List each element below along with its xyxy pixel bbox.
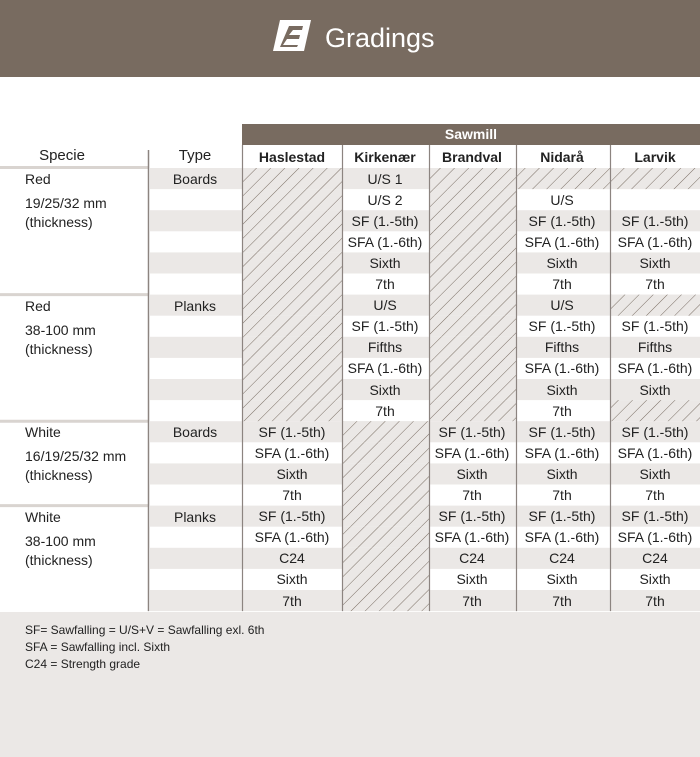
not-available-hatch xyxy=(342,569,429,590)
grade-cell: SF (1.-5th) xyxy=(258,508,326,525)
dimension-label: 16/19/25/32 mm xyxy=(25,448,127,465)
type-label: Boards xyxy=(172,171,218,187)
grade-cell: Sixth xyxy=(639,381,671,398)
not-available-hatch xyxy=(242,337,342,358)
not-available-hatch xyxy=(242,231,342,252)
not-available-hatch xyxy=(429,295,516,316)
grade-cell: U/S 2 xyxy=(367,191,403,208)
type-label: Boards xyxy=(172,424,218,441)
grade-cell: 7th xyxy=(645,276,665,292)
not-available-hatch xyxy=(242,168,342,189)
specie-label: Red xyxy=(25,297,51,314)
footnotes xyxy=(25,622,264,673)
grade-cell: C24 xyxy=(279,550,305,567)
grade-cell: SF (1.-5th) xyxy=(621,508,689,525)
grade-cell: SFA (1.-6th) xyxy=(347,233,423,250)
type-label: Planks xyxy=(173,508,217,525)
grade-cell: C24 xyxy=(459,550,485,567)
not-available-hatch xyxy=(342,527,429,548)
grade-cell: 7th xyxy=(552,592,572,609)
grade-cell: Sixth xyxy=(546,571,578,588)
not-available-hatch xyxy=(429,379,516,400)
not-available-hatch xyxy=(610,168,700,189)
grade-cell: SF (1.-5th) xyxy=(528,212,596,229)
not-available-hatch xyxy=(429,168,516,189)
grade-cell: SFA (1.-6th) xyxy=(347,360,423,377)
column-header-sawmill: Brandval xyxy=(442,149,502,165)
grade-cell: SF (1.-5th) xyxy=(528,423,596,440)
grade-cell: Sixth xyxy=(456,571,488,588)
row-stripe xyxy=(150,252,700,273)
grade-cell: SFA (1.-6th) xyxy=(434,444,510,461)
grade-cell: SFA (1.-6th) xyxy=(617,360,693,377)
specie-label: White xyxy=(25,508,61,525)
not-available-hatch xyxy=(516,168,610,189)
not-available-hatch xyxy=(242,400,342,421)
grade-cell: SF (1.-5th) xyxy=(621,423,689,440)
grade-cell: SF (1.-5th) xyxy=(438,423,506,440)
grade-cell: 7th xyxy=(552,402,572,419)
grade-cell: SFA (1.-6th) xyxy=(254,444,330,461)
row-stripe xyxy=(150,210,700,231)
row-stripe xyxy=(150,337,700,358)
grade-cell: U/S xyxy=(550,297,574,314)
row-stripe xyxy=(150,379,700,400)
not-available-hatch xyxy=(342,506,429,527)
grade-cell: SF (1.-5th) xyxy=(351,212,419,229)
thickness-label: (thickness) xyxy=(25,467,93,484)
grade-cell: SFA (1.-6th) xyxy=(617,529,693,546)
grade-cell: U/S 1 xyxy=(367,170,403,187)
grade-cell: SF (1.-5th) xyxy=(351,318,419,335)
column-header-sawmill: Haslestad xyxy=(258,149,326,165)
footnote-c24: C24 = Strength grade xyxy=(25,657,141,671)
column-header-sawmill: Kirkenær xyxy=(354,149,416,165)
not-available-hatch xyxy=(242,316,342,337)
grade-cell: Sixth xyxy=(546,254,578,271)
grade-cell: SFA (1.-6th) xyxy=(254,529,330,546)
grade-cell: SF (1.-5th) xyxy=(258,423,326,440)
grade-cell: SFA (1.-6th) xyxy=(524,444,600,461)
grade-cell: 7th xyxy=(645,487,665,503)
not-available-hatch xyxy=(429,358,516,379)
page-title: Gradings xyxy=(325,23,435,53)
not-available-hatch xyxy=(610,295,700,316)
grade-cell: Sixth xyxy=(639,465,671,482)
not-available-hatch xyxy=(242,189,342,210)
grade-cell: 7th xyxy=(552,487,572,503)
not-available-hatch xyxy=(342,548,429,569)
grade-cell: 7th xyxy=(282,592,302,609)
column-header-sawmill: Larvik xyxy=(634,149,676,165)
thickness-label: (thickness) xyxy=(25,214,93,230)
not-available-hatch xyxy=(242,274,342,295)
sawmill-group-header: Sawmill xyxy=(242,124,700,145)
not-available-hatch xyxy=(429,252,516,273)
grade-cell: SF (1.-5th) xyxy=(528,508,596,525)
grade-cell: 7th xyxy=(462,592,482,609)
not-available-hatch xyxy=(429,316,516,337)
grade-cell: Sixth xyxy=(639,571,671,588)
grade-cell: Sixth xyxy=(369,381,401,398)
specie-label: Red xyxy=(25,171,51,187)
grade-cell: SF (1.-5th) xyxy=(621,212,689,229)
not-available-hatch xyxy=(242,210,342,231)
grade-cell: SFA (1.-6th) xyxy=(524,360,600,377)
not-available-hatch xyxy=(429,231,516,252)
not-available-hatch xyxy=(242,379,342,400)
grade-cell: C24 xyxy=(549,550,575,567)
grade-cell: SFA (1.-6th) xyxy=(617,444,693,461)
not-available-hatch xyxy=(429,210,516,231)
not-available-hatch xyxy=(342,463,429,484)
grade-cell: 7th xyxy=(282,487,302,503)
column-header-specie: Specie xyxy=(39,147,85,164)
not-available-hatch xyxy=(429,274,516,295)
grade-cell: C24 xyxy=(642,550,668,567)
grade-cell: Fifths xyxy=(637,339,673,356)
grade-cell: U/S xyxy=(550,191,574,208)
grade-cell: Sixth xyxy=(369,254,401,271)
grade-cell: 7th xyxy=(462,487,482,503)
grade-cell: SF (1.-5th) xyxy=(528,318,596,335)
not-available-hatch xyxy=(342,485,429,506)
grade-cell: 7th xyxy=(375,402,395,419)
not-available-hatch xyxy=(429,337,516,358)
grade-cell: SFA (1.-6th) xyxy=(524,529,600,546)
grade-cell: Fifths xyxy=(544,339,580,356)
grade-cell: Fifths xyxy=(367,339,403,356)
thickness-label: (thickness) xyxy=(25,551,93,568)
grade-cell: U/S xyxy=(373,297,397,314)
footnote-sf: SF= Sawfalling = U/S+V = Sawfalling exl. 6th xyxy=(25,623,265,637)
not-available-hatch xyxy=(429,189,516,210)
grade-cell: SF (1.-5th) xyxy=(621,318,689,335)
grade-cell: Sixth xyxy=(546,465,578,482)
grade-cell: Sixth xyxy=(456,465,488,482)
thickness-label: (thickness) xyxy=(25,340,93,357)
not-available-hatch xyxy=(429,400,516,421)
grade-cell: 7th xyxy=(552,276,572,292)
grade-cell: SFA (1.-6th) xyxy=(434,529,510,546)
grade-cell: Sixth xyxy=(639,254,671,271)
grade-cell: 7th xyxy=(375,276,395,292)
dimension-label: 38-100 mm xyxy=(25,321,96,338)
grade-cell: 7th xyxy=(645,592,665,609)
not-available-hatch xyxy=(342,590,429,611)
grade-cell: SFA (1.-6th) xyxy=(524,233,600,250)
dimension-label: 38-100 mm xyxy=(25,532,96,549)
column-header-sawmill: Nidarå xyxy=(540,149,584,165)
grade-cell: SF (1.-5th) xyxy=(438,508,506,525)
grade-cell: Sixth xyxy=(276,571,308,588)
column-header-type: Type xyxy=(178,147,212,164)
footnote-sfa: SFA = Sawfalling incl. Sixth xyxy=(25,640,171,654)
grade-cell: Sixth xyxy=(276,465,308,482)
not-available-hatch xyxy=(342,421,429,442)
not-available-hatch xyxy=(610,400,700,421)
not-available-hatch xyxy=(342,442,429,463)
grade-cell: Sixth xyxy=(546,381,578,398)
dimension-label: 19/25/32 mm xyxy=(25,195,107,211)
specie-label: White xyxy=(25,424,61,441)
not-available-hatch xyxy=(242,295,342,316)
type-label: Planks xyxy=(173,297,217,314)
not-available-hatch xyxy=(242,358,342,379)
grade-cell: SFA (1.-6th) xyxy=(617,233,693,250)
not-available-hatch xyxy=(242,252,342,273)
